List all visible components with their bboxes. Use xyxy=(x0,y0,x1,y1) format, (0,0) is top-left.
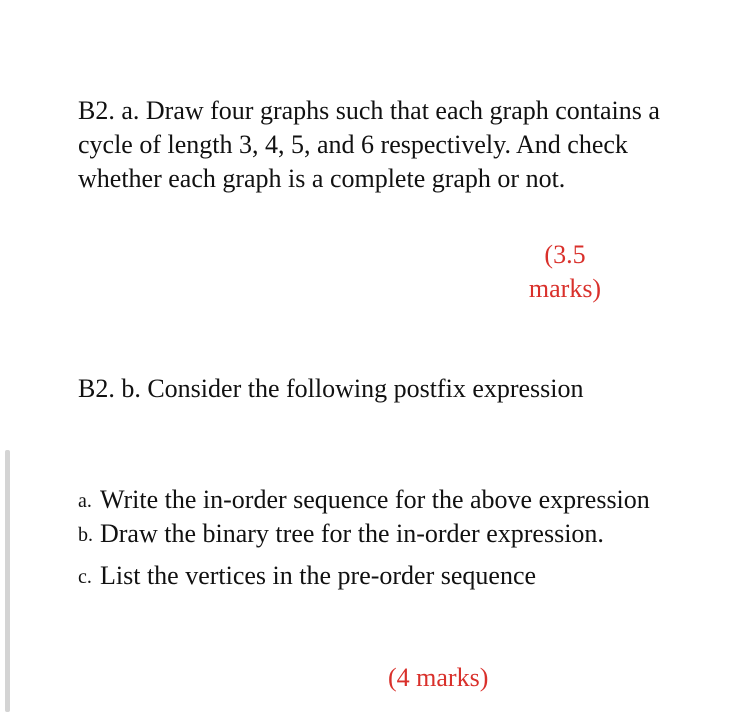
question-b2b-text: B2. b. Consider the following postfix expression xyxy=(78,374,584,403)
list-item-text: Draw the binary tree for the in-order expression. xyxy=(100,519,604,548)
list-item-label: c. xyxy=(78,566,92,588)
list-item-label: b. xyxy=(78,524,93,546)
list-item xyxy=(78,559,718,593)
question-b2a-marks xyxy=(505,238,625,306)
list-item-text: Write the in-order sequence for the above expression xyxy=(100,485,650,514)
list-item xyxy=(78,517,718,551)
list-item-label: a. xyxy=(78,490,92,512)
marks-line-1: (3.5 xyxy=(544,240,586,269)
list-item xyxy=(78,483,718,517)
scroll-indicator[interactable] xyxy=(5,450,10,712)
list-item-text: List the vertices in the pre-order sequence xyxy=(100,561,537,590)
question-b2a-text: B2. a. Draw four graphs such that each graph contains a cycle of length 3, 4, 5, and 6 respectively. And check whether each graph is a complete graph or not. xyxy=(78,96,660,193)
marks-line-2: marks) xyxy=(528,274,602,303)
question-b2b-marks: (4 marks) xyxy=(388,663,489,692)
subquestion-list xyxy=(78,483,718,593)
